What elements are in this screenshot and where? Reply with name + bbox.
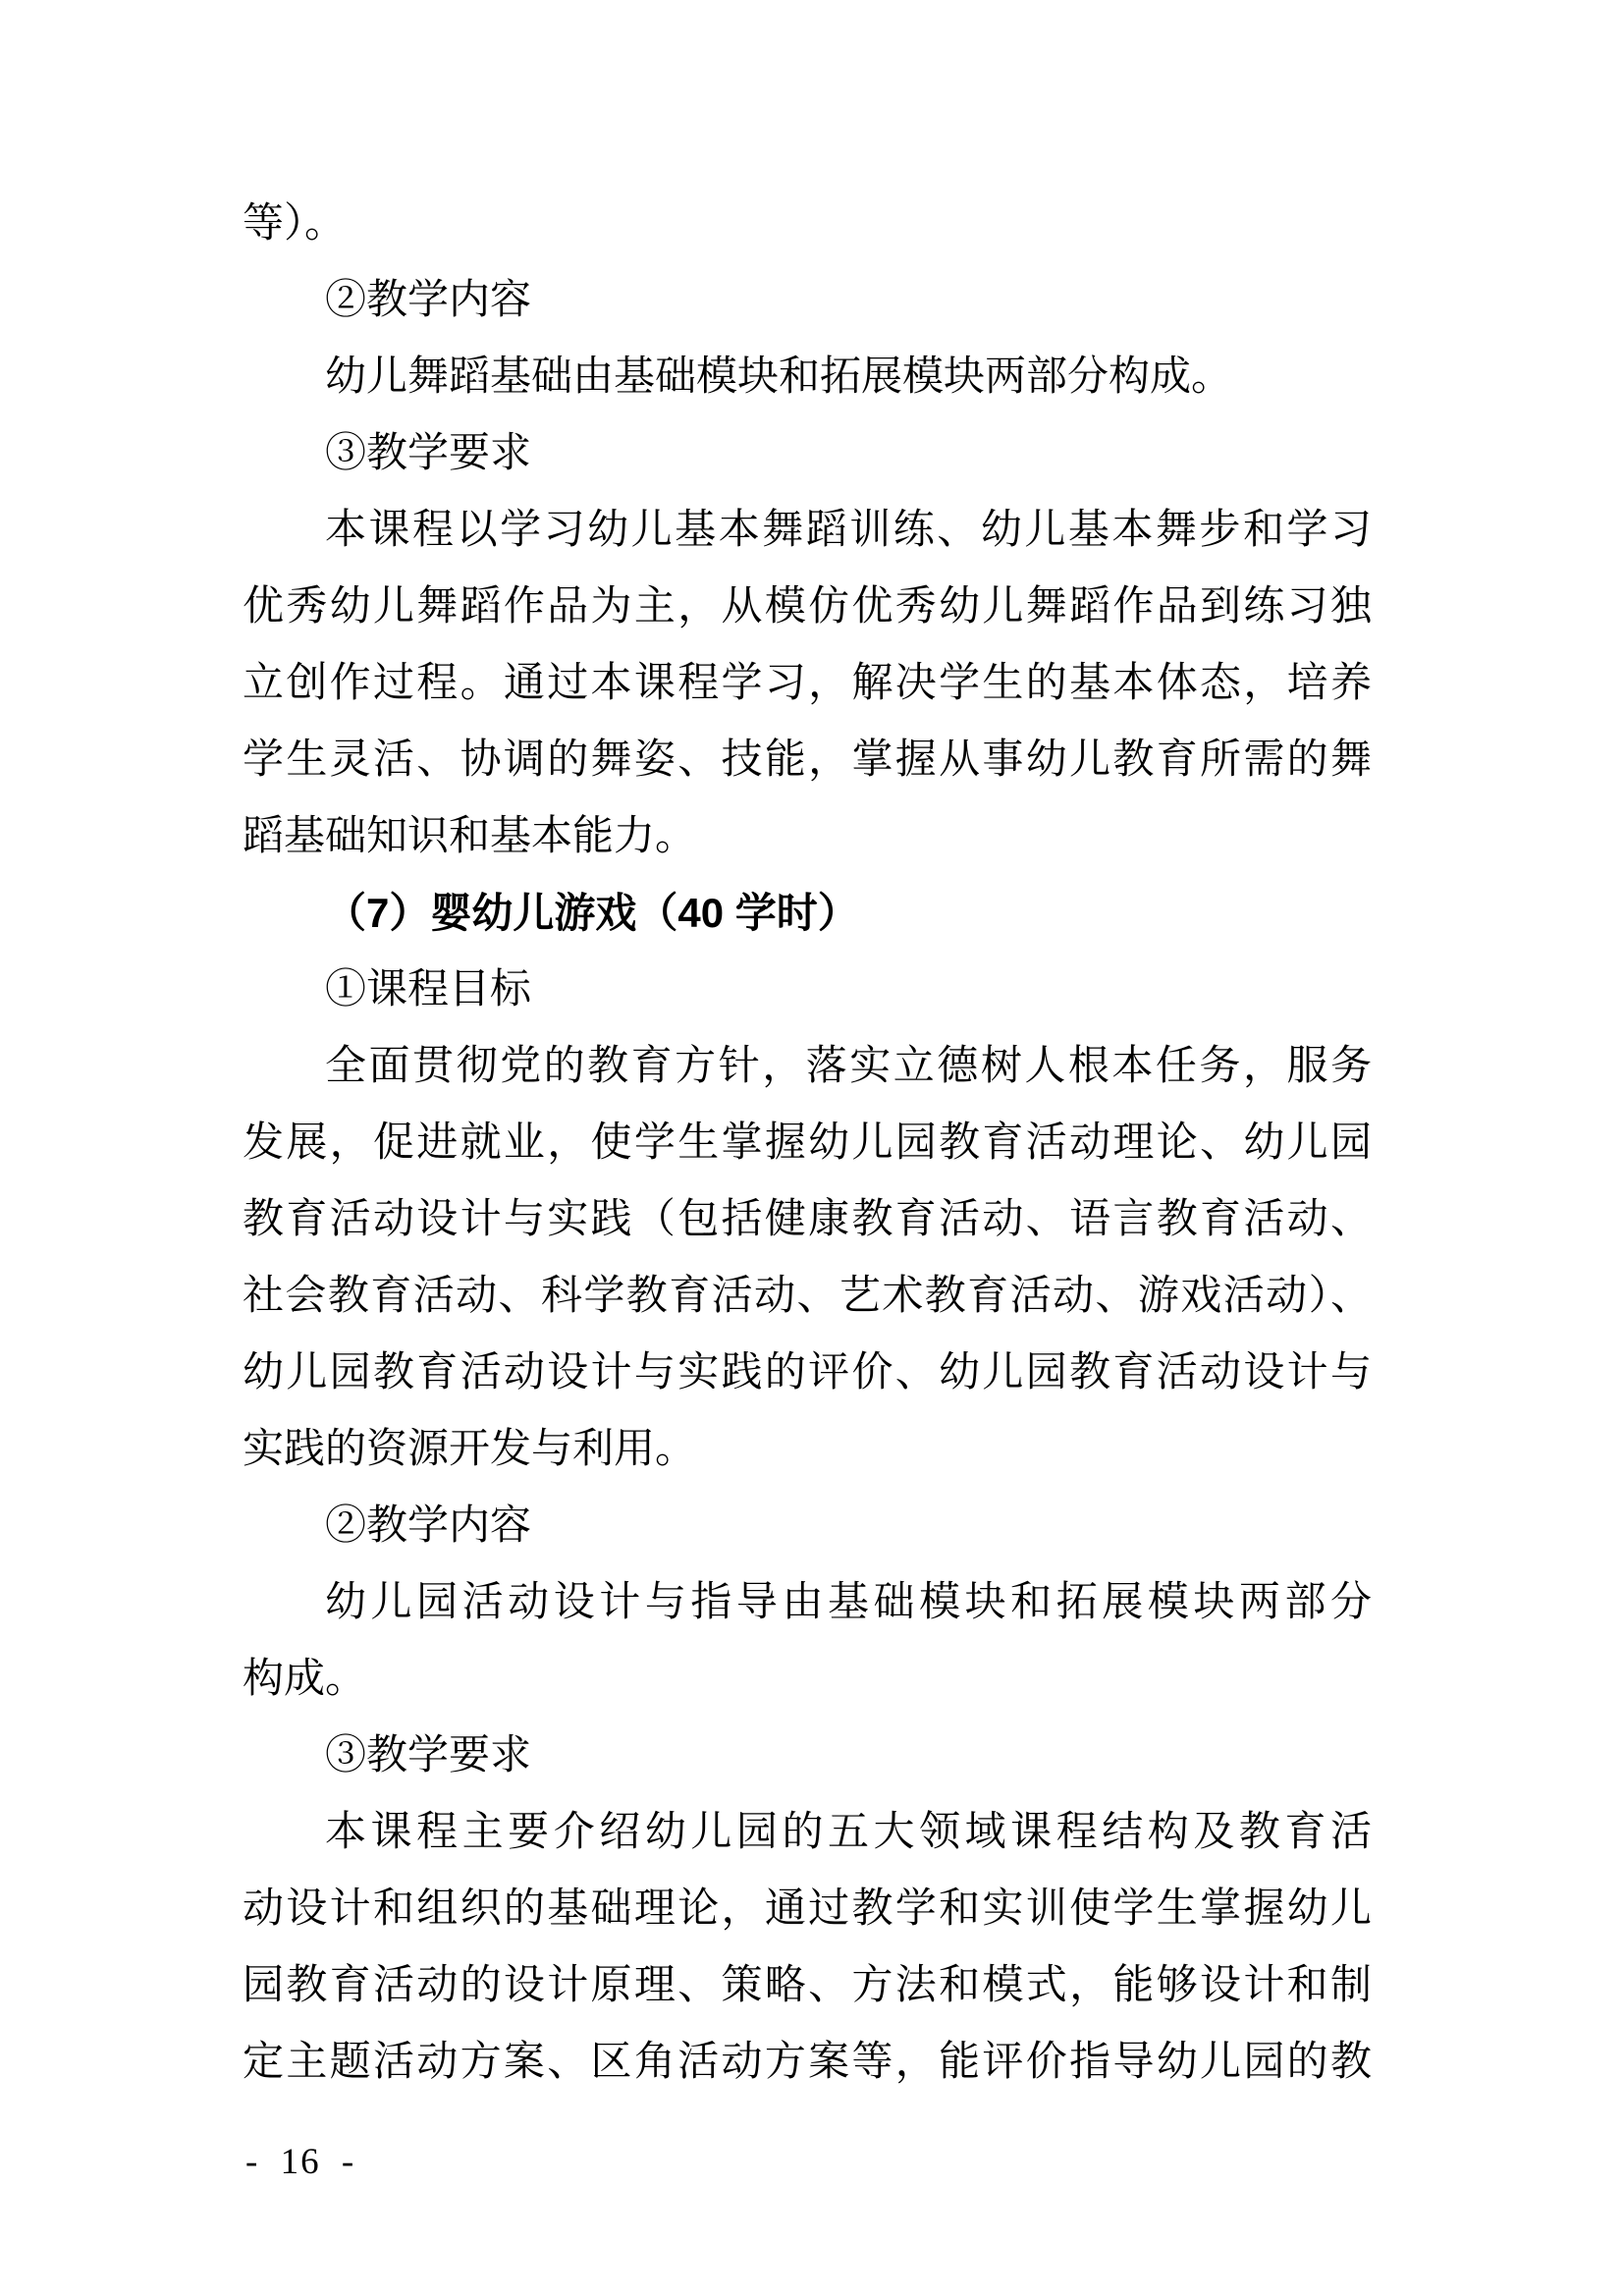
text-line: 学生灵活、协调的舞姿、技能，掌握从事幼儿教育所需的舞 [243, 738, 1372, 783]
text-line: 园教育活动的设计原理、策略、方法和模式，能够设计和制 [243, 1963, 1372, 2008]
text-line: ②教学内容 [325, 1503, 532, 1549]
text-line: 教育活动设计与实践（包括健康教育活动、语言教育活动、 [243, 1197, 1372, 1242]
text-line: ③教学要求 [325, 1733, 532, 1778]
text-line: 定主题活动方案、区角活动方案等，能评价指导幼儿园的教 [243, 2040, 1372, 2085]
text-line: ②教学内容 [325, 278, 532, 323]
text-line: 构成。 [243, 1657, 367, 1702]
document-body [243, 186, 1372, 2101]
text-line: 本课程主要介绍幼儿园的五大领域课程结构及教育活 [325, 1810, 1372, 1855]
text-line: 动设计和组织的基础理论，通过教学和实训使学生掌握幼儿 [243, 1886, 1372, 1932]
text-line: 幼儿舞蹈基础由基础模块和拓展模块两部分构成。 [325, 355, 1233, 400]
text-line: 实践的资源开发与利用。 [243, 1427, 697, 1472]
text-line: 优秀幼儿舞蹈作品为主，从模仿优秀幼儿舞蹈作品到练习独 [243, 584, 1372, 629]
text-line: 发展，促进就业，使学生掌握幼儿园教育活动理论、幼儿园 [243, 1121, 1372, 1166]
text-line: 幼儿园活动设计与指导由基础模块和拓展模块两部分 [325, 1580, 1372, 1625]
text-line: 立创作过程。通过本课程学习，解决学生的基本体态，培养 [243, 661, 1372, 706]
text-line: 全面贯彻党的教育方针，落实立德树人根本任务，服务 [325, 1044, 1372, 1089]
text-line: ③教学要求 [325, 431, 532, 476]
page-number: - 16 - [245, 2142, 356, 2182]
text-line: 等）。 [243, 201, 347, 246]
text-line: 本课程以学习幼儿基本舞蹈训练、幼儿基本舞步和学习 [325, 508, 1372, 553]
text-line: ①课程目标 [325, 967, 532, 1012]
section-heading: （7）婴幼儿游戏（40 学时） [325, 890, 859, 936]
text-line: 蹈基础知识和基本能力。 [243, 814, 697, 859]
text-line: 幼儿园教育活动设计与实践的评价、幼儿园教育活动设计与 [243, 1350, 1372, 1395]
text-line: 社会教育活动、科学教育活动、艺术教育活动、游戏活动）、 [243, 1274, 1372, 1319]
